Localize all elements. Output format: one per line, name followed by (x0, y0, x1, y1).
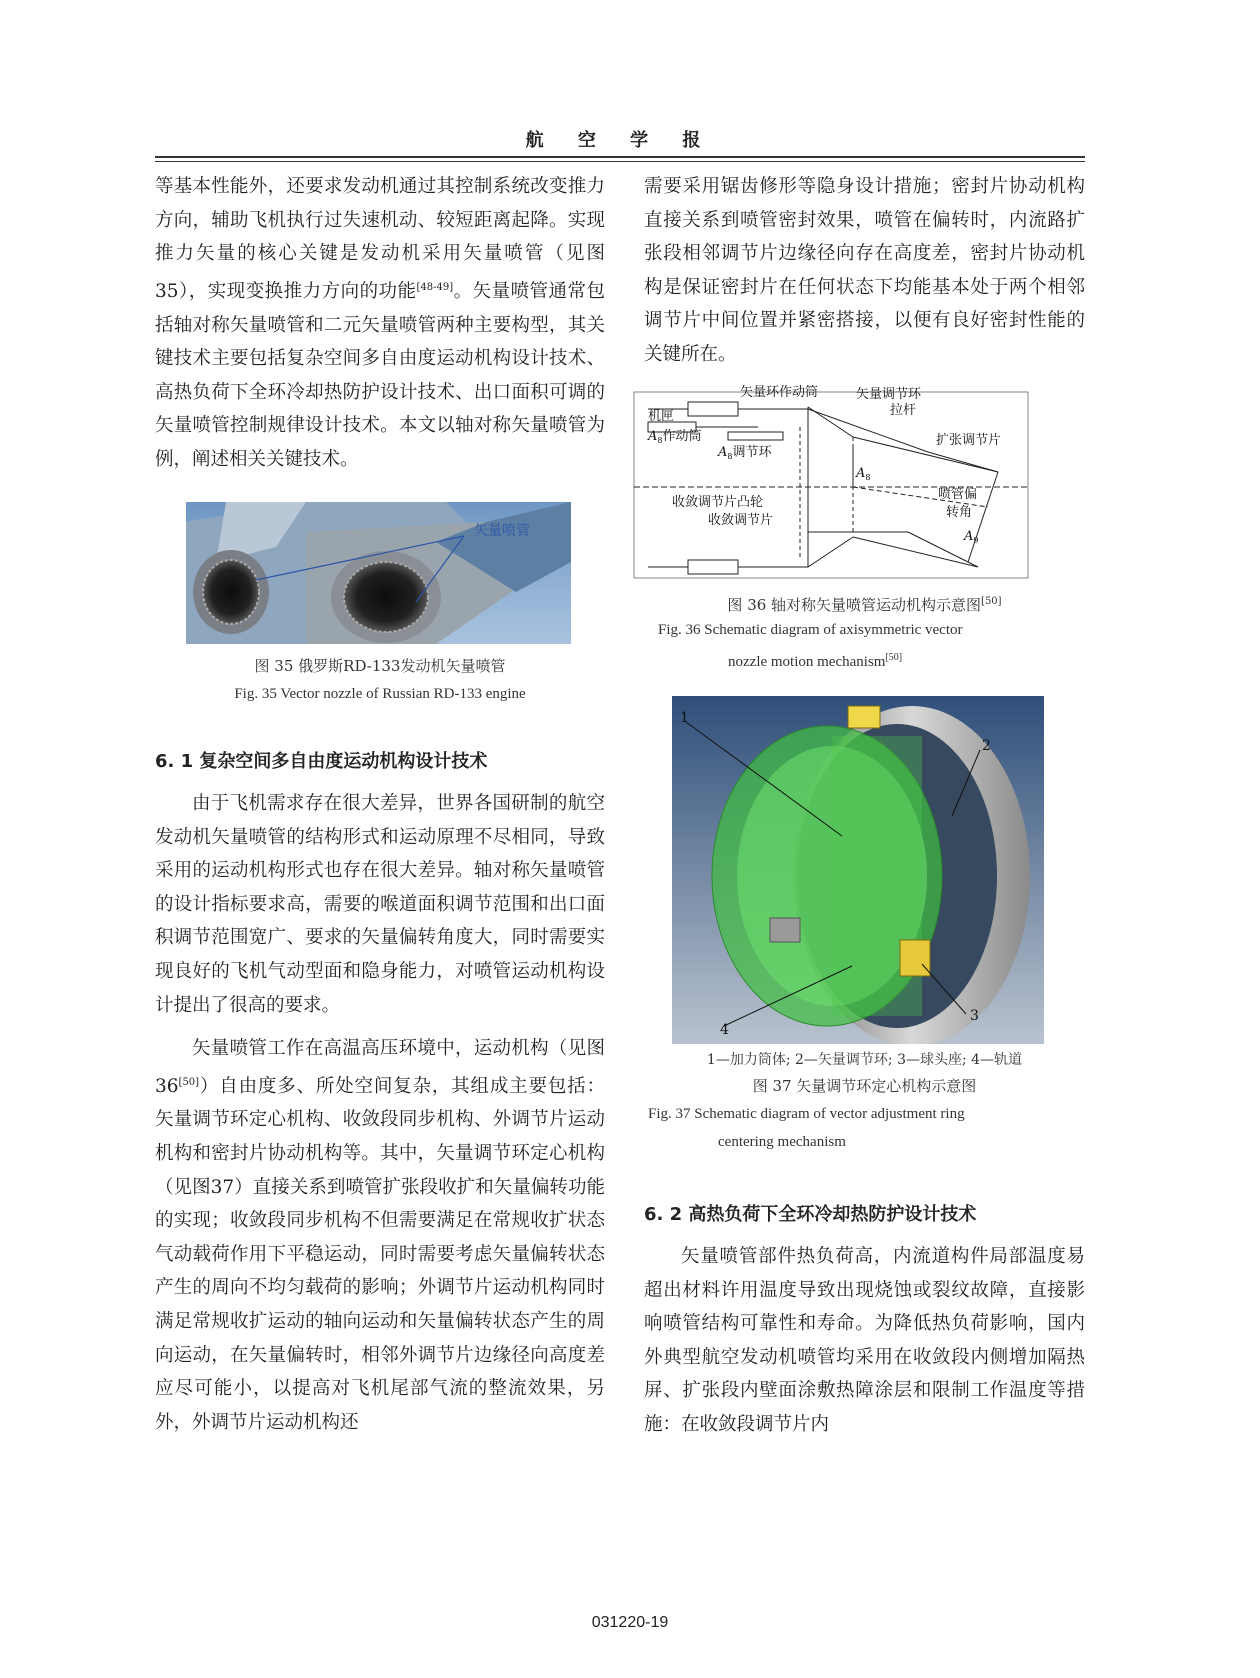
svg-text:A8调节环: $A_8$调节环 (718, 445, 772, 461)
header-rule-thin (155, 161, 1085, 162)
figure-36-diagram (628, 382, 1038, 582)
figure-35-photo (186, 502, 571, 644)
svg-text:扩张调节片: 扩张调节片 (936, 433, 1002, 448)
svg-text:收敛调节片: 收敛调节片 (708, 513, 774, 528)
page-number: 031220-19 (591, 1614, 669, 1631)
section-6-2-title: 6. 2 高热负荷下全环冷却热防护设计技术 (644, 1204, 977, 1225)
svg-text:机匣: 机匣 (648, 409, 675, 424)
section-6-1-title: 6. 1 复杂空间多自由度运动机构设计技术 (155, 751, 488, 772)
svg-text:A8: $A_8$ (856, 466, 871, 482)
left-paragraph-3: 矢量喷管工作在高温高压环境中，运动机构（见图36[50]）自由度多、所处空间复杂，其组成主要包括：矢量调节环定心机构、收敛段同步机构、外调节片运动机构和密封片协动机构等。其中，矢量调节环定心机构（见图37）直接关系到喷管扩张段收扩和矢量偏转功能的实现；收敛段同步机构不但需要满足在常规收扩状态气动载荷作用下平稳运动，同时需要考虑矢量偏转状态产生的周向不均匀载荷的影响；外调节片运动机构同时满足常规收扩运动的轴向运动和矢量偏转状态产生的周向运动，在矢量偏转时，相邻外调节片边缘径向高度差应尽可能小，以提高对飞机尾部气流的整流效果，另外，外调节片运动机构还 (155, 1038, 605, 1433)
figure-36-caption-en: Fig. 36 Schematic diagram of axisymmetric vector nozzle motion mechanism[50] (658, 622, 963, 670)
svg-text:矢量环作动筒: 矢量环作动筒 (740, 385, 819, 400)
figure-37-callout-2: 2 (982, 738, 991, 754)
header-rule (155, 156, 1085, 158)
svg-text:拉杆: 拉杆 (890, 403, 917, 418)
right-paragraph-2: 矢量喷管部件热负荷高，内流道构件局部温度易超出材料许用温度导致出现烧蚀或裂纹故障，直接影响喷管结构可靠性和寿命。为降低热负荷影响，国内外典型航空发动机喷管均采用在收敛段内侧增加隔热屏、扩张段内壁面涂敷热障涂层和限制工作温度等措施：在收敛段调节片内 (644, 1246, 1085, 1435)
svg-text:A8作动筒: $A_8$作动筒 (648, 429, 702, 445)
figure-36-caption-cn: 图 36 轴对称矢量喷管运动机构示意图[50] (727, 596, 1002, 614)
svg-text:A9: $A_9$ (964, 529, 979, 545)
figure-37-callout-1: 1 (680, 710, 689, 726)
svg-text:喷管偏: 喷管偏 (938, 487, 978, 502)
svg-text:矢量调节环: 矢量调节环 (856, 387, 922, 402)
svg-text:转角: 转角 (946, 505, 973, 520)
journal-header: 航 空 学 报 (525, 130, 715, 151)
figure-37-callout-3: 3 (970, 1008, 979, 1024)
figure-35-caption-cn: 图 35 俄罗斯RD-133发动机矢量喷管 (254, 657, 506, 675)
figure-37-caption-cn: 图 37 矢量调节环定心机构示意图 (752, 1077, 977, 1095)
left-paragraph-2: 由于飞机需求存在很大差异，世界各国研制的航空发动机矢量喷管的结构形式和运动原理不尽相同，导致采用的运动机构形式也存在很大差异。轴对称矢量喷管的设计指标要求高，需要的喉道面积调节范围和出口面积调节范围宽广、要求的矢量偏转角度大，同时需要实现良好的飞机气动型面和隐身能力，对喷管运动机构设计提出了很高的要求。 (155, 793, 605, 1016)
figure-35-caption-en: Fig. 35 Vector nozzle of Russian RD-133 engine (234, 686, 526, 702)
svg-text:收敛调节片凸轮: 收敛调节片凸轮 (672, 495, 764, 510)
figure-37-legend: 1—加力筒体; 2—矢量调节环; 3—球头座; 4—轨道 (706, 1052, 1023, 1068)
figure-37-render (672, 696, 1044, 1044)
figure-37-caption-en: Fig. 37 Schematic diagram of vector adjustment ring centering mechanism (648, 1106, 965, 1150)
right-paragraph-1: 需要采用锯齿修形等隐身设计措施；密封片协动机构直接关系到喷管密封效果，喷管在偏转时，内流路扩张段相邻调节片边缘径向存在高度差，密封片协动机构是保证密封片在任何状态下均能基本处于两个相邻调节片中间位置并紧密搭接，以便有良好密封性能的关键所在。 (644, 176, 1085, 365)
figure-35-label: 矢量喷管 (474, 523, 530, 539)
left-paragraph-1: 等基本性能外，还要求发动机通过其控制系统改变推力方向，辅助飞机执行过失速机动、较短距离起降。实现推力矢量的核心关键是发动机采用矢量喷管（见图35），实现变换推力方向的功能[48-49]。矢量喷管通常包括轴对称矢量喷管和二元矢量喷管两种主要构型，其关键技术主要包括复杂空间多自由度运动机构设计技术、高热负荷下全环冷却热防护设计技术、出口面积可调的矢量喷管控制规律设计技术。本文以轴对称矢量喷管为例，阐述相关关键技术。 (155, 176, 605, 470)
figure-37-callout-4: 4 (720, 1022, 729, 1038)
